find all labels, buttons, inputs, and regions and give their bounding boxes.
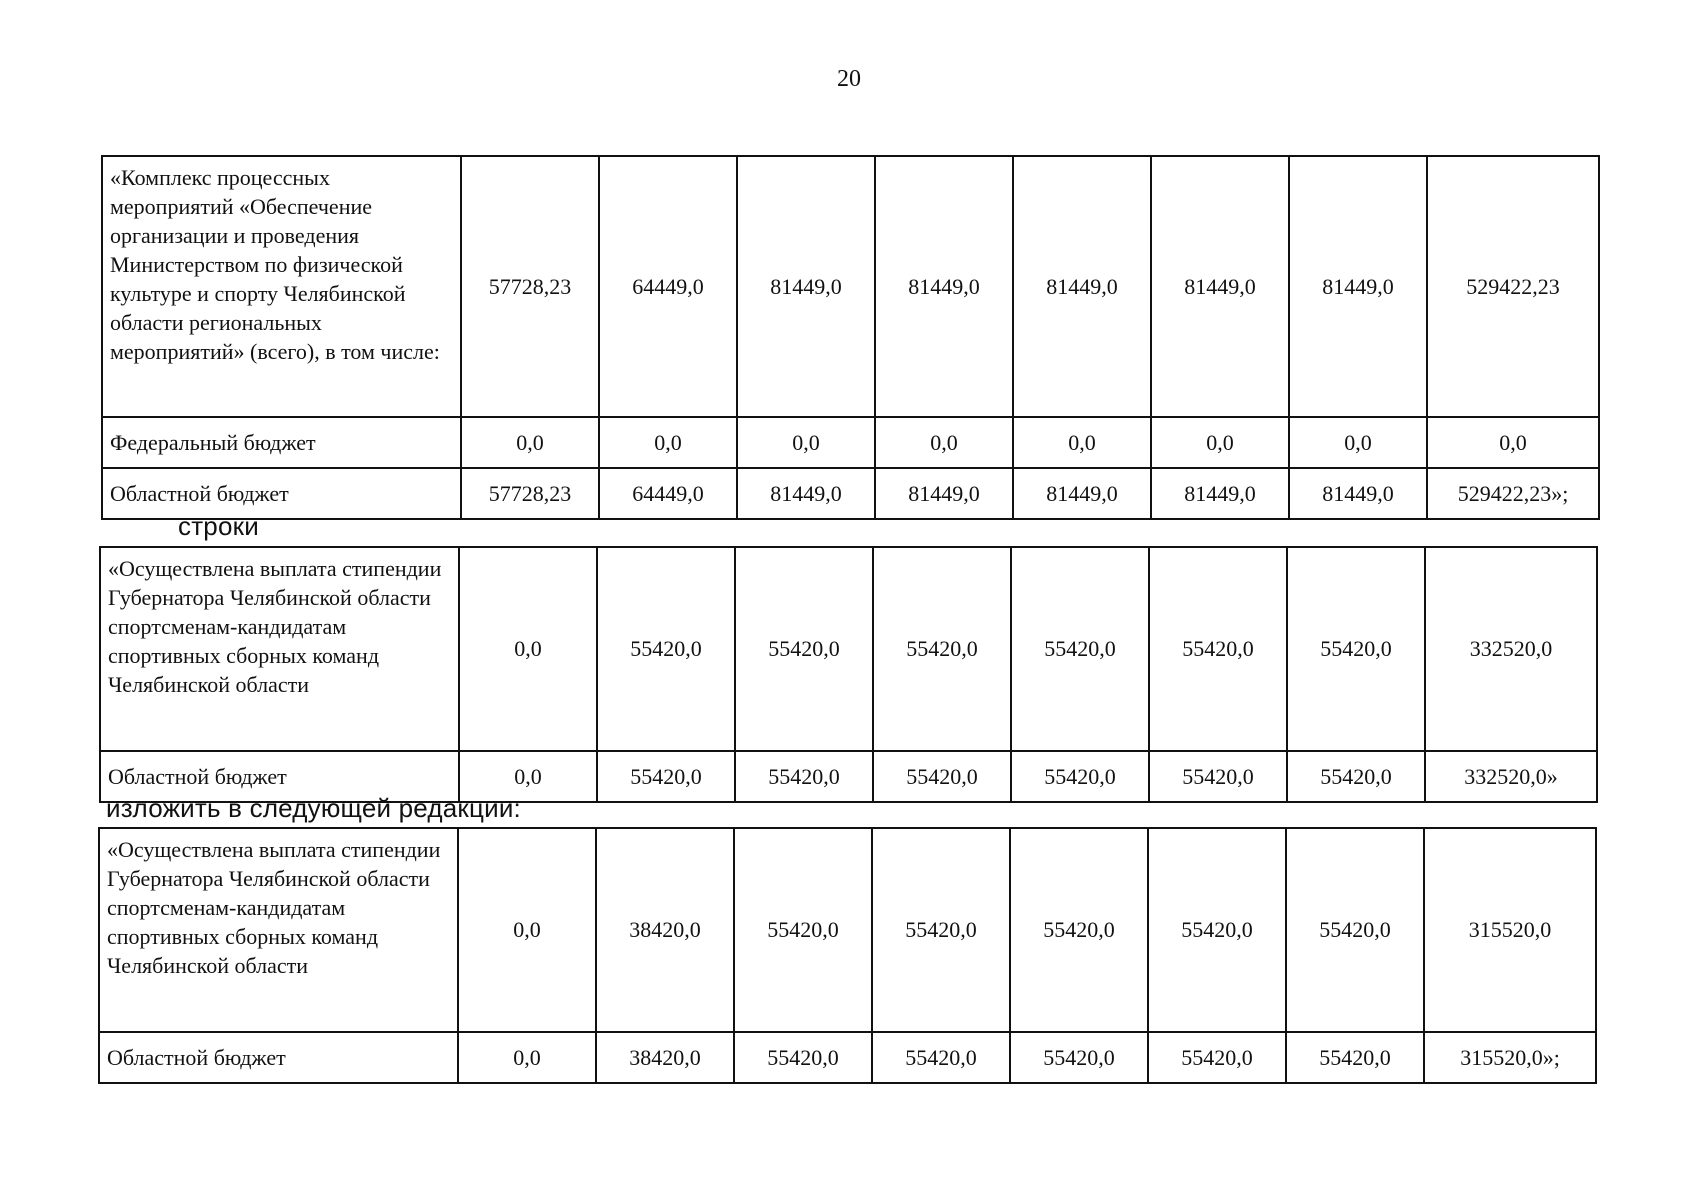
value-cell: 55420,0: [1287, 547, 1425, 751]
value-cell: 55420,0: [1286, 828, 1424, 1032]
row-label: «Осуществлена выплата стипендии Губернатора Челябинской области спортсменам-кандидатам спортивных сборных команд Челябинской области: [99, 828, 458, 1032]
value-cell: 0,0: [599, 417, 737, 468]
total-cell: 332520,0»: [1425, 751, 1597, 802]
value-cell: 55420,0: [1148, 828, 1286, 1032]
value-cell: 0,0: [1289, 417, 1427, 468]
row-label: «Осуществлена выплата стипендии Губернатора Челябинской области спортсменам-кандидатам спортивных сборных команд Челябинской области: [100, 547, 459, 751]
value-cell: 55420,0: [1149, 751, 1287, 802]
value-cell: 57728,23: [461, 468, 599, 519]
value-cell: 0,0: [458, 1032, 596, 1083]
value-cell: 81449,0: [1151, 156, 1289, 417]
table-row: [102, 156, 1599, 417]
value-cell: 81449,0: [1013, 156, 1151, 417]
value-cell: 55420,0: [1286, 1032, 1424, 1083]
value-cell: 55420,0: [597, 547, 735, 751]
value-cell: 55420,0: [734, 828, 872, 1032]
value-cell: 0,0: [1013, 417, 1151, 468]
value-cell: 55420,0: [734, 1032, 872, 1083]
value-cell: 55420,0: [1149, 547, 1287, 751]
row-label: Областной бюджет: [99, 1032, 458, 1083]
row-label: Областной бюджет: [102, 468, 461, 519]
table-row: [99, 828, 1596, 1032]
value-cell: 38420,0: [596, 828, 734, 1032]
value-cell: 55420,0: [1010, 1032, 1148, 1083]
row-label: «Комплекс процессных мероприятий «Обеспечение организации и проведения Министерством по физической культуре и спорту Челябинской области региональных мероприятий» (всего), в том числе:: [102, 156, 461, 417]
value-cell: 81449,0: [737, 156, 875, 417]
total-cell: 529422,23: [1427, 156, 1599, 417]
value-cell: 55420,0: [1011, 547, 1149, 751]
table-row: [102, 468, 1599, 519]
value-cell: 55420,0: [872, 828, 1010, 1032]
value-cell: 55420,0: [873, 547, 1011, 751]
value-cell: 55420,0: [1010, 828, 1148, 1032]
value-cell: 64449,0: [599, 156, 737, 417]
value-cell: 0,0: [875, 417, 1013, 468]
value-cell: 0,0: [737, 417, 875, 468]
total-cell: 315520,0: [1424, 828, 1596, 1032]
value-cell: 0,0: [459, 751, 597, 802]
table-row: [99, 1032, 1596, 1083]
value-cell: 81449,0: [1289, 156, 1427, 417]
row-label: Федеральный бюджет: [102, 417, 461, 468]
total-cell: 0,0: [1427, 417, 1599, 468]
caption-new-edition: изложить в следующей редакции:: [106, 793, 521, 823]
value-cell: 55420,0: [1011, 751, 1149, 802]
value-cell: 55420,0: [873, 751, 1011, 802]
value-cell: 55420,0: [597, 751, 735, 802]
caption-rows: строки: [178, 511, 259, 541]
value-cell: 81449,0: [1013, 468, 1151, 519]
value-cell: 57728,23: [461, 156, 599, 417]
row-label: Областной бюджет: [100, 751, 459, 802]
budget-table-old-edition: [99, 546, 1598, 803]
budget-table-new-edition: [98, 827, 1597, 1084]
value-cell: 55420,0: [735, 547, 873, 751]
budget-table-activities: [101, 155, 1600, 520]
value-cell: 0,0: [461, 417, 599, 468]
total-cell: 315520,0»;: [1424, 1032, 1596, 1083]
value-cell: 38420,0: [596, 1032, 734, 1083]
table-row: [100, 547, 1597, 751]
page-number: 20: [837, 66, 861, 92]
value-cell: 55420,0: [735, 751, 873, 802]
table-row: [102, 417, 1599, 468]
value-cell: 55420,0: [1148, 1032, 1286, 1083]
value-cell: 81449,0: [875, 156, 1013, 417]
value-cell: 64449,0: [599, 468, 737, 519]
total-cell: 529422,23»;: [1427, 468, 1599, 519]
value-cell: 81449,0: [875, 468, 1013, 519]
value-cell: 0,0: [459, 547, 597, 751]
value-cell: 55420,0: [872, 1032, 1010, 1083]
value-cell: 81449,0: [737, 468, 875, 519]
value-cell: 81449,0: [1151, 468, 1289, 519]
value-cell: 0,0: [1151, 417, 1289, 468]
total-cell: 332520,0: [1425, 547, 1597, 751]
value-cell: 0,0: [458, 828, 596, 1032]
value-cell: 55420,0: [1287, 751, 1425, 802]
value-cell: 81449,0: [1289, 468, 1427, 519]
